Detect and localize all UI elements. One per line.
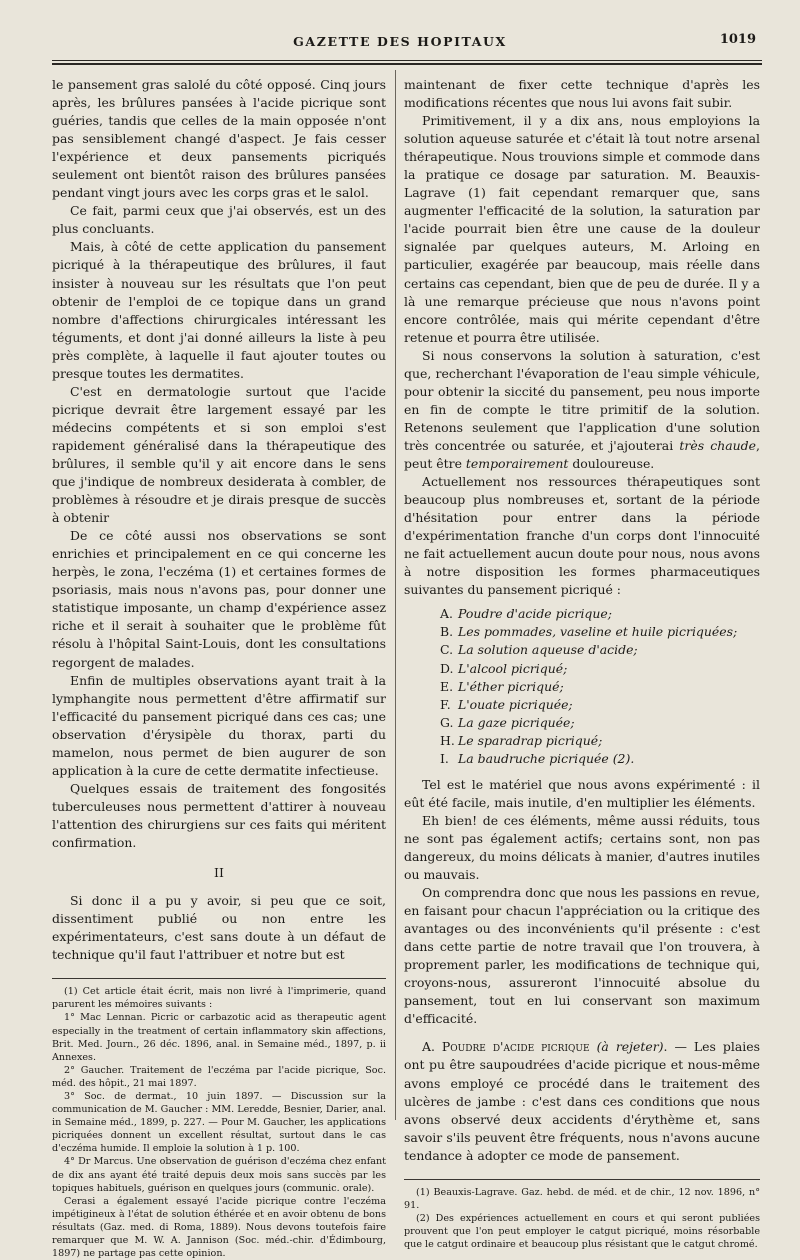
list-item: C. La solution aqueuse d'acide; [440,642,638,658]
paragraph: De ce côté aussi nos observations se sont enrichies et principalement en ce qui concerne les herpès, le zona, l'eczéma (1) et certaines formes de psoriasis, mais nous n'avons pas, pour donner une statistique imposante, un champ d'expérience assez riche et il serait à souhaiter que le problème fût résolu à l'hôpital Saint-Louis, dont les consultations regorgent de malades. [52,528,386,670]
footnote: (1) Beauxis-Lagrave. Gaz. hebd. de méd. et de chir., 12 nov. 1896, n° 91. [404,1186,760,1211]
paragraph: Eh bien! de ces éléments, même aussi réduits, tous ne sont pas également actifs; certains sont, non pas dangereux, du moins délicats à manier, d'autres inutiles ou mauvais. [404,812,760,883]
footnote: 2° Gaucher. Traitement de l'eczéma par l'acide picrique, Soc. méd. des hôpit., 21 mai 1897. [52,1064,386,1089]
footnote-rule [404,1179,760,1180]
text-run: , peut être [404,437,760,471]
text-run: Si nous conservons la solution à saturation, c'est que, recherchant l'évaporation de l'eau simple véhicule, pour obtenir la siccité du pansement, peu nous importe en fin de compte le titre primitif de la solution. Retenons seulement que l'application d'une solution très concentrée ou saturée, et j'ajouterai [404,347,760,453]
footnotes-left [52,985,386,1260]
paragraph: C'est en dermatologie surtout que l'acide picrique devrait être largement essayé par les médecins compétents et si son emploi s'est rapidement généralisé dans la thérapeutique des brûlures, il semble qu'il y ait encore dans le sens que j'indique de nombreux desiderata à combler, de problèmes à résoudre et je dirais presque de succès à obtenir [52,383,386,526]
text-run: douloureuse. [572,455,655,471]
paragraph: Mais, à côté de cette application du pansement picriqué à la thérapeutique des brûlures, il faut insister à nouveau sur les résultats que l'on peut obtenir de l'emploi de ce topique dans un grand nombre d'affections chirurgicales intéressant les téguments, et dont j'ai donné ailleurs la liste à peu près complète, à laquelle il faut ajouter toutes ou presque toutes les dermatites. [52,239,386,381]
left-column [52,76,386,1260]
paragraph: Tel est le matériel que nous avons expérimenté : il eût été facile, mais inutile, d'en multiplier les éléments. [404,776,760,810]
list-item: D. L'alcool picriqué; [440,660,568,676]
list-item: B. Les pommades, vaseline et huile picriquées; [440,624,738,640]
list-item: E. L'éther picriqué; [440,678,564,694]
running-header [0,30,800,54]
footnote: 4° Dr Marcus. Une observation de guérison d'eczéma chez enfant de dix ans ayant été traité depuis deux mois sans succès par les topiques habituels, guérison en quelques jours (communic. orale). [52,1156,386,1194]
paragraph: On comprendra donc que nous les passions en revue, en faisant pour chacun l'appréciation ou la critique des avantages ou des inconvénients qu'il présente : c'est dans cette partie de notre travail que l'on trouvera, à proprement parler, les modifications de technique qui, croyons-nous, assureront l'innocuité absolue du pansement, tout en lui conservant son maximum d'efficacité. [404,885,760,1027]
list-item: G. La gaze picriquée; [440,714,575,730]
list-item: A. Poudre d'acide picrique; [440,606,612,622]
emphasis: très chaude [679,437,757,453]
paragraph [404,1038,760,1164]
list-item: I. La baudruche picriquée (2). [440,750,635,766]
text-run: . — Les plaies ont pu être saupoudrées d'acide picrique et nous-même avons employé ce procédé dans le traitement des ulcères de jambe : c'est dans ces conditions que nous avons observé deux accidents d'érythème et, sans savoir s'ils peuvent être fréquents, nous n'avons aucune tendance à adopter ce mode de pansement. [404,1039,760,1163]
paragraph [404,347,760,473]
emphasis: temporairement [465,455,569,471]
paragraph: maintenant de fixer cette technique d'après les modifications récentes que nous lui avons fait subir. [404,77,760,111]
footnote-rule [52,978,386,979]
paragraph: Actuellement nos ressources thérapeutiques sont beaucoup plus nombreuses et, sortant de la période d'hésitation pour entrer dans la période d'expérimentation franche d'un corps dont l'innocuité ne fait actuellement aucun doute pour nous, nous avons à notre disposition les formes pharmaceutiques suivantes du pansement picriqué : [404,474,760,598]
header-rule-thick [52,63,762,65]
paragraph: le pansement gras salolé du côté opposé. Cinq jours après, les brûlures pansées à l'acide picrique sont guéries, tandis que celles de la main opposée n'ont pas sensiblement changé d'aspect. Je fais cesser l'expérience et deux pansements picriqués seulement ont bientôt raison des brûlures pansées pendant vingt jours avec les corps gras et le salol. [52,77,386,201]
footnotes-right [404,1186,760,1251]
list-item: H. Le sparadrap picriqué; [440,732,603,748]
header-rule-thin [52,60,762,61]
section-heading: II [214,865,224,881]
footnote: 3° Soc. de dermat., 10 juin 1897. — Discussion sur la communication de M. Gaucher : MM. Leredde, Besnier, Darier, anal. in Semaine méd., 1899, p. 227. — Pour M. Gaucher, les applications picriquées donnent un excellent résultat, surtout dans le cas d'eczéma humide. Il emploie la solution à 1 p. 100. [52,1091,386,1155]
column-divider [395,70,396,1120]
paragraph: Quelques essais de traitement des fongosités tuberculeuses nous permettent d'attirer à nouveau l'attention des chirurgiens sur ces faits qui méritent confirmation. [52,780,386,850]
page-number: 1019 [719,32,756,47]
paragraph: Primitivement, il y a dix ans, nous employions la solution aqueuse saturée et c'était là tout notre arsenal thérapeutique. Nous trouvions simple et commode dans la pratique ce dosage par saturation. M. Beauxis-Lagrave (1) fait cependant remarquer que, sans augmenter l'efficacité de la solution, la saturation par l'acide pourrait bien être une cause de la douleur signalée par quelques auteurs, M. Arloing en particulier, exagérée par beaucoup, mais réelle dans certains cas cependant, bien que de peu de durée. Il y a là une remarque précieuse que nous n'avons point encore contrôlée, mais qui mérite cependant d'être retenue et pourra être utilisée. [404,113,760,345]
paragraph: Si donc il a pu y avoir, si peu que ce soit, dissentiment publié ou non entre les expérimentateurs, c'est sans doute à un défaut de technique qu'il faut l'attribuer et notre but est [52,893,386,963]
footnote: Cerasi a également essayé l'acide picrique contre l'eczéma impétigineux à l'état de solution éthérée et en avoir obtenu de bons résultats (Gaz. med. di Roma, 1889). Nous devons toutefois faire remarquer que M. W. A. Jannison (Soc. méd.-chir. d'Édimbourg, 1897) ne partage pas cette opinion. [52,1195,386,1260]
paragraph: Enfin de multiples observations ayant trait à la lymphangite nous permettent d'être affirmatif sur l'efficacité du pansement picriqué dans ces cas; une observation d'érysipèle du thorax, parti du mamelon, nous permet de bien augurer de son application à la cure de cette dermatite infectieuse. [52,672,386,778]
footnote: 1° Mac Lennan. Picric or carbazotic acid as therapeutic agent especially in the treatment of certain inflammatory skin affections, Brit. Med. Journ., 26 déc. 1896, anal. in Semaine méd., 1897, p. ii Annexes. [52,1012,386,1063]
footnote: (2) Des expériences actuellement en cours et qui seront publiées prouvent que l'on peut employer le catgut picriqué, moins résorbable que le catgut ordinaire et beaucoup plus résistant que le catgut chromé. [404,1212,760,1251]
subsection-heading: A. Poudre d'acide picrique [422,1039,590,1055]
emphasis: (à rejeter) [596,1039,664,1055]
paragraph: Ce fait, parmi ceux que j'ai observés, est un des plus concluants. [52,203,386,237]
journal-title: GAZETTE DES HOPITAUX [293,34,507,49]
right-column [404,76,760,1251]
list-item: F. L'ouate picriquée; [440,696,573,712]
pharmaceutical-forms-list [440,605,760,767]
footnote: (1) Cet article était écrit, mais non livré à l'imprimerie, quand parurent les mémoires suivants : [52,986,386,1011]
